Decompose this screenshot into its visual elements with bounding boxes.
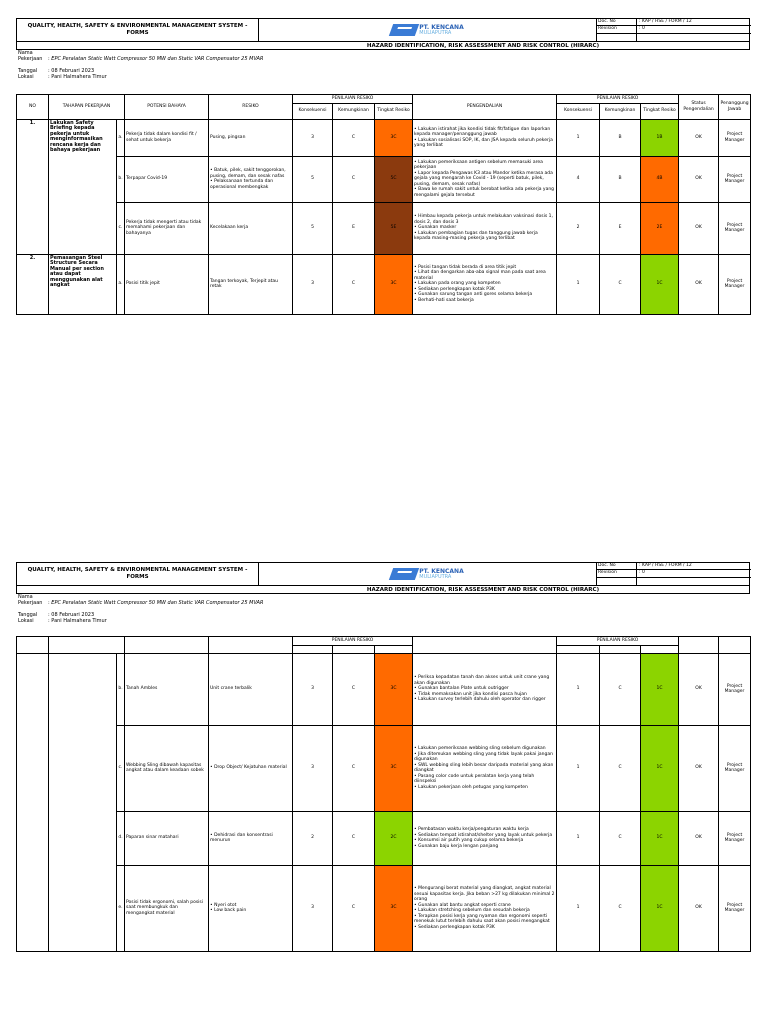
pj-cell: Project Manager bbox=[719, 725, 751, 811]
doc-info: Doc. No : KAP / HSE / FORM / 12 Revision : 0 bbox=[597, 19, 751, 41]
status-cell: OK bbox=[679, 725, 719, 811]
likelihood-after: B bbox=[600, 119, 641, 156]
likelihood-after: C bbox=[600, 653, 641, 725]
row-letter: e. bbox=[117, 865, 125, 951]
step-name bbox=[49, 653, 117, 951]
risk-level-after: 1C bbox=[641, 725, 679, 811]
row-letter: a. bbox=[117, 254, 125, 314]
status-cell: OK bbox=[679, 202, 719, 254]
likelihood-before: C bbox=[333, 865, 375, 951]
company-logo: PT. KENCANA MULIAPUTRA bbox=[259, 19, 597, 41]
likelihood-before: C bbox=[333, 156, 375, 202]
likelihood-before: C bbox=[333, 653, 375, 725]
risk-level-before: 3C bbox=[375, 119, 413, 156]
consequence-after: 1 bbox=[557, 865, 600, 951]
status-cell: OK bbox=[679, 653, 719, 725]
consequence-after: 1 bbox=[557, 725, 600, 811]
step-number: 1. bbox=[17, 119, 49, 254]
consequence-before: 3 bbox=[293, 725, 333, 811]
likelihood-after: C bbox=[600, 865, 641, 951]
hirarc-table-2: PENILAIAN RESIKO PENILAIAN RESIKO b. Tanah Ambles Unit crane terbalik 3 C 3C • Periksa kepadatan tanah dan akses untuk unit crane yang akan digunakan • Gunakan bantalan Plate untuk outrigger • Tidak memaksakan unit jika kondisi pasca hujan • Lakukan survey terlebih dahulu oleh operator dan rigger 1 C 1C OK Project Manager c. Webbing Sling dibawah kapasitas angkat atau dalam keadaan sobek • Drop Object/ Kejatuhan material 3 C 3C • Lakukan pemeriksaan webbing sling sebelum digunakan • Jika ditemukan webbing sling yang tidak layak pakai jangan digunakan • SWL webbing sling lebih besar daripada material yang akan diangkat • Pasang color code untuk peralatan kerja yang telah diinspeksi • Lakukan pekerjaan oleh petugas yang kompeten 1 C 1C OK Project Manager d. Paparan sinar matahari • Dehidrasi dan konsentrasi menurun 2 C 2C • Pembatasan waktu kerja/pengaturan waktu kerja • Sediakan tempat istirahat/shelter yang layak untuk pekerja • Konsumsi air putih yang cukup selama bekerja • Gunakan baju kerja lengan panjang 1 C 1C OK Project Manager e. Posisi tidak ergonomi, salah posisi saat membungkuk dan mengangkat material • Nyeri otot • Low back pain 3 C 3C • Mengurangi berat material yang diangkat, angkat material sesuai kapasitas kerja. Jika beban >27 kg dilakukan minimal 2 orang • Gunakan alat bantu angkat seperti crane • Lakukan stretching sebelum dan sesudah bekerja • Terapkan posisi kerja yang nyaman dan ergonomi seperti menekuk lutut terlebih dahulu saat akan posisi mengangkat • Sediakan perlengkapan kotak P3K 1 C 1C OK Project Manager bbox=[16, 636, 751, 952]
likelihood-after: E bbox=[600, 202, 641, 254]
status-cell: OK bbox=[679, 156, 719, 202]
likelihood-after: C bbox=[600, 725, 641, 811]
risk-level-after: 2E bbox=[641, 202, 679, 254]
control-cell: • Himbau kepada pekerja untuk melakukan vaksinasi dosis 1, dosis 2, dan dosis 3 • Gunakan masker • Lakukan pembagian tugas dan tanggung jawab kerja kepada masing-masing pekerja yang terlibat bbox=[413, 202, 557, 254]
control-cell: • Lakukan istirahat jika kondisi tidak fit/fatigue dan laporkan kepada manager/penanggung jawab • Lakukan sosialisasi SOP, IK, dan JSA kepada seluruh pekerja yang terlibat bbox=[413, 119, 557, 156]
risk-level-before: 3C bbox=[375, 865, 413, 951]
consequence-before: 3 bbox=[293, 653, 333, 725]
likelihood-before: C bbox=[333, 811, 375, 865]
pj-cell: Project Manager bbox=[719, 653, 751, 725]
consequence-after: 2 bbox=[557, 202, 600, 254]
row-letter: b. bbox=[117, 653, 125, 725]
likelihood-before: C bbox=[333, 725, 375, 811]
hazard-cell: Tanah Ambles bbox=[125, 653, 209, 725]
row-letter: b. bbox=[117, 156, 125, 202]
control-cell: • Lakukan pemeriksaan webbing sling sebelum digunakan • Jika ditemukan webbing sling yang tidak layak pakai jangan digunakan • SWL webbing sling lebih besar daripada material yang akan diangkat • Pasang color code untuk peralatan kerja yang telah diinspeksi • Lakukan pekerjaan oleh petugas yang kompeten bbox=[413, 725, 557, 811]
risk-cell: • Dehidrasi dan konsentrasi menurun bbox=[209, 811, 293, 865]
logo-mark-icon bbox=[389, 24, 419, 36]
control-cell: • Lakukan pemeriksaan antigen sebelum memasuki area pekerjaan • Lapor kepada Pengawas K3 atau Mandor ketika merasa ada gejala yang mengarah ke Covid - 19 (seperti batuk, pilek, pusing, demam, sesak nafas) • Bawa ke rumah sakit untuk berobat ketika ada pekerja yang mengalami gejala tersebut bbox=[413, 156, 557, 202]
likelihood-before: E bbox=[333, 202, 375, 254]
project-info: Nama Pekerjaan : EPC Peralatan Static Watt Compressor 50 MW dan Static VAR Compensator 25 MVAR Tanggal : 08 Februari 2023 Lokasi : Pani Halmahera Timur bbox=[18, 50, 264, 80]
pj-cell: Project Manager bbox=[719, 156, 751, 202]
pj-cell: Project Manager bbox=[719, 865, 751, 951]
hazard-cell: Webbing Sling dibawah kapasitas angkat atau dalam keadaan sobek bbox=[125, 725, 209, 811]
status-cell: OK bbox=[679, 254, 719, 314]
table-row bbox=[17, 202, 751, 254]
row-letter: c. bbox=[117, 725, 125, 811]
consequence-before: 5 bbox=[293, 156, 333, 202]
risk-level-before: 5C bbox=[375, 156, 413, 202]
hazard-cell: Terpapar Covid-19 bbox=[125, 156, 209, 202]
consequence-before: 3 bbox=[293, 119, 333, 156]
consequence-before: 3 bbox=[293, 865, 333, 951]
risk-cell: Kecelakaan kerja bbox=[209, 202, 293, 254]
row-letter: a. bbox=[117, 119, 125, 156]
risk-level-after: 1C bbox=[641, 865, 679, 951]
risk-level-after: 1C bbox=[641, 811, 679, 865]
risk-cell: • Drop Object/ Kejatuhan material bbox=[209, 725, 293, 811]
status-cell: OK bbox=[679, 865, 719, 951]
risk-cell: Pusing, pingsan bbox=[209, 119, 293, 156]
table-row bbox=[17, 865, 751, 951]
risk-cell: Tangan terkoyak, Terjepit atau retak bbox=[209, 254, 293, 314]
likelihood-after: C bbox=[600, 254, 641, 314]
row-letter: d. bbox=[117, 811, 125, 865]
step-name: Lakukan Safety Briefing kepada pekerja untuk menginformasikan rencana kerja dan bahaya pekerjaan bbox=[49, 119, 117, 254]
system-title: QUALITY, HEALTH, SAFETY & ENVIRONMENTAL MANAGEMENT SYSTEM - FORMS bbox=[17, 19, 259, 41]
consequence-before: 2 bbox=[293, 811, 333, 865]
step-number bbox=[17, 653, 49, 951]
step-number: 2. bbox=[17, 254, 49, 314]
risk-level-before: 2C bbox=[375, 811, 413, 865]
hazard-cell: Posisi tidak ergonomi, salah posisi saat membungkuk dan mengangkat material bbox=[125, 865, 209, 951]
control-cell: • Mengurangi berat material yang diangkat, angkat material sesuai kapasitas kerja. Jika beban >27 kg dilakukan minimal 2 orang • Gunakan alat bantu angkat seperti crane • Lakukan stretching sebelum dan sesudah bekerja • Terapkan posisi kerja yang nyaman dan ergonomi seperti menekuk lutut terlebih dahulu saat akan posisi mengangkat • Sediakan perlengkapan kotak P3K bbox=[413, 865, 557, 951]
risk-level-before: 3C bbox=[375, 725, 413, 811]
hirarc-table-1: NO TAHAPAN PEKERJAAN POTENSI BAHAYA RESIKO PENILAIAN RESIKO PENGENDALIAN PENILAIAN RESIKO Status Pengendalian Penanggung Jawab Konsekuensi Kemungkinan Tingkat Resiko Konsekuensi Kemungkinan Tingkat Resiko 1. Lakukan Safety Briefing kepada pekerja untuk menginformasikan rencana kerja dan bahaya pekerjaan a. Pekerja tidak dalam kondisi fit / sehat untuk bekerja Pusing, pingsan 3 C 3C • Lakukan istirahat jika kondisi tidak fit/fatigue dan laporkan kepada manager/penanggung jawab • Lakukan sosialisasi SOP, IK, dan JSA kepada seluruh pekerja yang terlibat 1 B 1B OK Project Manager b. Terpapar Covid-19 • Batuk, pilek, sakit tenggorokan, pusing, demam, dan sesak nafas • Pelaksanaan tertunda dan operasional membengkak 5 C 5C • Lakukan pemeriksaan antigen sebelum memasuki area pekerjaan • Lapor kepada Pengawas K3 atau Mandor ketika merasa ada gejala yang mengarah ke Covid - 19 (seperti batuk, pilek, pusing, demam, sesak nafas) • Bawa ke rumah sakit untuk berobat ketika ada pekerja yang mengalami gejala tersebut 4 B 4B OK Project Manager c. Pekerja tidak mengerti atau tidak memahami pekerjaan dan bahayanya Kecelakaan kerja 5 E 5E • Himbau kepada pekerja untuk melakukan vaksinasi dosis 1, dosis 2, dan dosis 3 • Gunakan masker • Lakukan pembagian tugas dan tanggung jawab kerja kepada masing-masing pekerja yang terlibat 2 E 2E OK Project Manager 2. Pemasangan Steel Structure Secara Manual per section atau dapat menggunakan alat angkat a. Posisi titik jepit Tangan terkoyak, Terjepit atau retak 3 C 3C • Posisi tangan tidak berada di area titik jepit • Lihat dan dengarkan aba-aba signal man pada saat area material • Lakukan pada orang yang kompeten • Sediakan perlengkapan kotak P3K • Gunakan sarung tangan anti gores selama bekerja • Berhati-hati saat bekerja 1 C 1C OK Project Manager bbox=[16, 94, 751, 315]
logo-mark-icon bbox=[389, 568, 419, 580]
consequence-after: 4 bbox=[557, 156, 600, 202]
hazard-cell: Pekerja tidak dalam kondisi fit / sehat untuk bekerja bbox=[125, 119, 209, 156]
risk-level-before: 5E bbox=[375, 202, 413, 254]
pj-cell: Project Manager bbox=[719, 811, 751, 865]
status-cell: OK bbox=[679, 811, 719, 865]
table-row bbox=[17, 653, 751, 725]
form-header-2: QUALITY, HEALTH, SAFETY & ENVIRONMENTAL MANAGEMENT SYSTEM - FORMS PT. KENCANA MULIAPUTRA Doc. No : KAP / HSE / FORM / 12 Revision : 0 bbox=[16, 562, 750, 586]
row-letter: c. bbox=[117, 202, 125, 254]
pj-cell: Project Manager bbox=[719, 202, 751, 254]
hirarc-title: HAZARD IDENTIFICATION, RISK ASSESSMENT AND RISK CONTROL (HIRARC) bbox=[16, 42, 750, 50]
table-row bbox=[17, 119, 751, 156]
control-cell: • Periksa kepadatan tanah dan akses untuk unit crane yang akan digunakan • Gunakan bantalan Plate untuk outrigger • Tidak memaksakan unit jika kondisi pasca hujan • Lakukan survey terlebih dahulu oleh operator dan rigger bbox=[413, 653, 557, 725]
likelihood-after: C bbox=[600, 811, 641, 865]
consequence-after: 1 bbox=[557, 254, 600, 314]
risk-cell: • Batuk, pilek, sakit tenggorokan, pusing, demam, dan sesak nafas • Pelaksanaan tertunda dan operasional membengkak bbox=[209, 156, 293, 202]
table-row bbox=[17, 156, 751, 202]
risk-level-after: 1C bbox=[641, 653, 679, 725]
risk-level-after: 4B bbox=[641, 156, 679, 202]
consequence-after: 1 bbox=[557, 653, 600, 725]
risk-level-before: 3C bbox=[375, 254, 413, 314]
consequence-after: 1 bbox=[557, 811, 600, 865]
hazard-cell: Pekerja tidak mengerti atau tidak memahami pekerjaan dan bahayanya bbox=[125, 202, 209, 254]
risk-level-after: 1B bbox=[641, 119, 679, 156]
form-header bbox=[16, 18, 750, 42]
likelihood-before: C bbox=[333, 254, 375, 314]
page-1 bbox=[16, 18, 750, 315]
table-row bbox=[17, 811, 751, 865]
likelihood-after: B bbox=[600, 156, 641, 202]
hazard-cell: Posisi titik jepit bbox=[125, 254, 209, 314]
consequence-after: 1 bbox=[557, 119, 600, 156]
risk-cell: Unit crane terbalik bbox=[209, 653, 293, 725]
risk-level-after: 1C bbox=[641, 254, 679, 314]
control-cell: • Posisi tangan tidak berada di area titik jepit • Lihat dan dengarkan aba-aba signal man pada saat area material • Lakukan pada orang yang kompeten • Sediakan perlengkapan kotak P3K • Gunakan sarung tangan anti gores selama bekerja • Berhati-hati saat bekerja bbox=[413, 254, 557, 314]
control-cell: • Pembatasan waktu kerja/pengaturan waktu kerja • Sediakan tempat istirahat/shelter yang layak untuk pekerja • Konsumsi air putih yang cukup selama bekerja • Gunakan baju kerja lengan panjang bbox=[413, 811, 557, 865]
consequence-before: 5 bbox=[293, 202, 333, 254]
risk-level-before: 3C bbox=[375, 653, 413, 725]
consequence-before: 3 bbox=[293, 254, 333, 314]
step-name: Pemasangan Steel Structure Secara Manual per section atau dapat menggunakan alat angkat bbox=[49, 254, 117, 314]
pj-cell: Project Manager bbox=[719, 254, 751, 314]
likelihood-before: C bbox=[333, 119, 375, 156]
pj-cell: Project Manager bbox=[719, 119, 751, 156]
table-row bbox=[17, 725, 751, 811]
status-cell: OK bbox=[679, 119, 719, 156]
risk-cell: • Nyeri otot • Low back pain bbox=[209, 865, 293, 951]
table-row bbox=[17, 254, 751, 314]
page-2: QUALITY, HEALTH, SAFETY & ENVIRONMENTAL MANAGEMENT SYSTEM - FORMS PT. KENCANA MULIAPUTRA Doc. No : KAP / HSE / FORM / 12 Revision : 0 HAZARD IDENTIFICATION, RISK ASSESSMENT AND RISK CONTROL (HIRARC) Nama Pekerjaan : EPC Peralatan Static Watt Compressor 50 MW dan Static VAR Compensator 25 MVAR Tanggal : 08 Februari 2023 Lokasi : Pani Halmahera Timur PENILAIAN RESIKO PENILAIAN RESIKO b. Tanah Ambles Unit crane terbalik 3 C 3C • Periksa kepadatan tanah dan akses untuk unit crane yang akan digunakan • Gunakan bantalan Plate untuk outrigger • Tidak memaksakan unit jika kondisi pasca hujan • Lakukan survey terlebih dahulu oleh operator dan rigger 1 C 1C OK Project Manager c. Webbing Sling dibawah kapasitas angkat atau dalam keadaan sobek • Drop Object/ Kejatuhan material 3 C 3C • Lakukan pemeriksaan webbing sling sebelum digunakan • Jika ditemukan webbing sling yang tidak layak pakai jangan digunakan • SWL webbing sling lebih besar daripada material yang akan diangkat • Pasang color code untuk peralatan kerja yang telah diinspeksi • Lakukan pekerjaan oleh petugas yang kompeten 1 C 1C OK Project Manager d. Paparan sinar matahari • Dehidrasi dan konsentrasi menurun 2 C 2C • Pembatasan waktu kerja/pengaturan waktu kerja • Sediakan tempat istirahat/shelter yang layak untuk pekerja • Konsumsi air putih yang cukup selama bekerja • Gunakan baju kerja lengan panjang 1 C 1C OK Project Manager e. Posisi tidak ergonomi, salah posisi saat membungkuk dan mengangkat material • Nyeri otot • Low back pain 3 C 3C • Mengurangi berat material yang diangkat, angkat material sesuai kapasitas kerja. Jika beban >27 kg dilakukan minimal 2 orang • Gunakan alat bantu angkat seperti crane • Lakukan stretching sebelum dan sesudah bekerja • Terapkan posisi kerja yang nyaman dan ergonomi seperti menekuk lutut terlebih dahulu saat akan posisi mengangkat • Sediakan perlengkapan kotak P3K 1 C 1C OK Project Manager bbox=[16, 562, 750, 952]
hazard-cell: Paparan sinar matahari bbox=[125, 811, 209, 865]
